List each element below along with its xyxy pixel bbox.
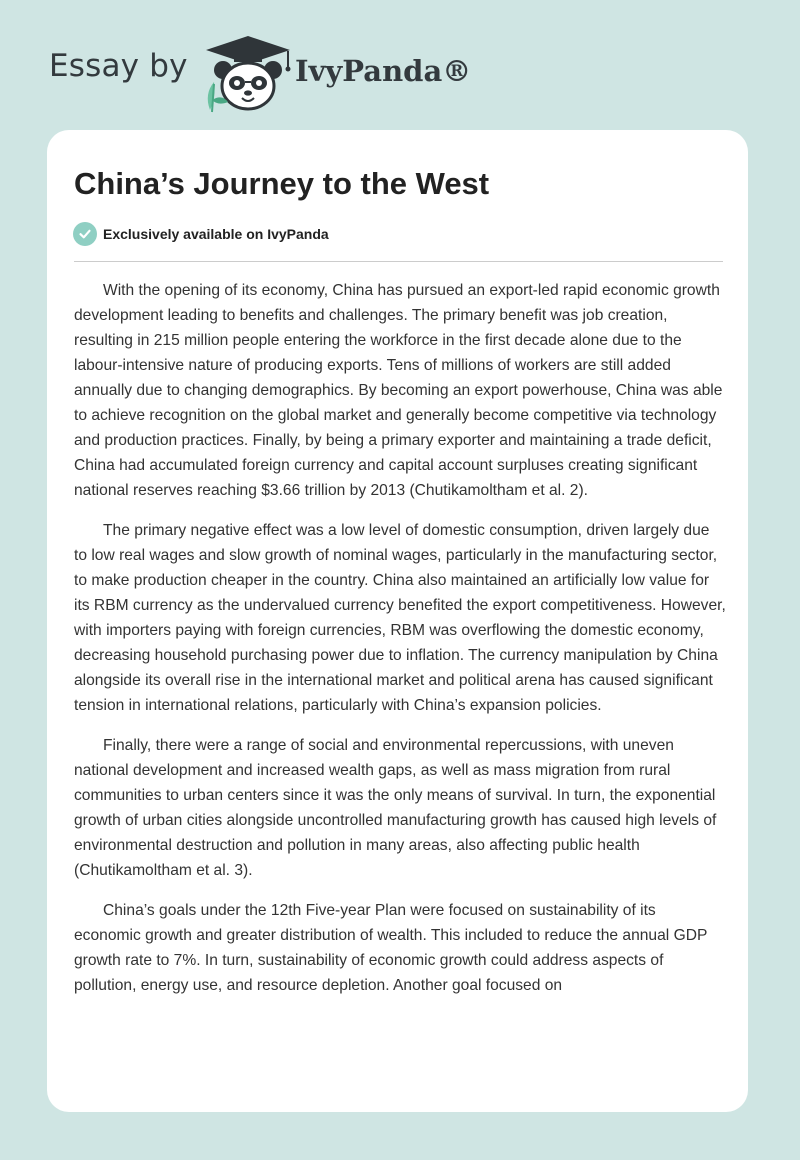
essay-by-label: Essay by [49,48,188,84]
essay-paragraph: China’s goals under the 12th Five-year Plan were focused on sustainability of its economic growth and greater distribution of wealth. This included to reduce the annual GDP growth rate to 7%. In turn, sustainability of economic growth could address aspects of pollution, energy use, and resource depletion. Another goal focused on [74,902,708,994]
check-circle-icon [73,222,97,246]
panda-graduate-logo-icon[interactable] [202,34,294,114]
brand-name[interactable]: IvyPanda® [295,54,472,88]
essay-body [74,278,726,1013]
essay-paragraph: The primary negative effect was a low level of domestic consumption, driven largely due to low real wages and slow growth of nominal wages, particularly in the manufacturing sector, to make production cheaper in the country. China also maintained an artificially low value for its RBM currency as the undervalued currency benefited the export competitiveness. However, with importers paying with foreign currencies, RBM was overflowing the domestic economy, decreasing household purchasing power due to inflation. The currency manipulation by China alongside its overall rise in the international market and political arena has caused significant tension in international relations, particularly with China’s expansion policies. [74,522,726,714]
essay-title: China’s Journey to the West [74,166,490,201]
exclusive-badge-label: Exclusively available on IvyPanda [103,226,329,242]
essay-card [47,130,748,1112]
exclusive-badge [73,221,329,247]
divider [74,261,723,262]
essay-paragraph: Finally, there were a range of social and environmental repercussions, with uneven national development and increased wealth gaps, as well as mass migration from rural communities to urban centers since it was the only means of survival. In turn, the exponential growth of urban cities alongside uncontrolled manufacturing growth has caused high levels of environmental destruction and pollution in many areas, also affecting public health (Chutikamoltham et al. 3). [74,737,717,879]
essay-paragraph: With the opening of its economy, China has pursued an export-led rapid economic growth development leading to benefits and challenges. The primary benefit was job creation, resulting in 215 million people entering the workforce in the first decade alone due to the labour-intensive nature of producing exports. Tens of millions of workers are still added annually due to changing demographics. By becoming an export powerhouse, China was able to achieve recognition on the global market and generally become competitive via technology and production practices. Finally, by being a primary exporter and maintaining a trade deficit, China had accumulated foreign currency and capital account surpluses creating significant national reserves reaching $3.66 trillion by 2013 (Chutikamoltham et al. 2). [74,282,723,499]
site-header [49,34,509,114]
